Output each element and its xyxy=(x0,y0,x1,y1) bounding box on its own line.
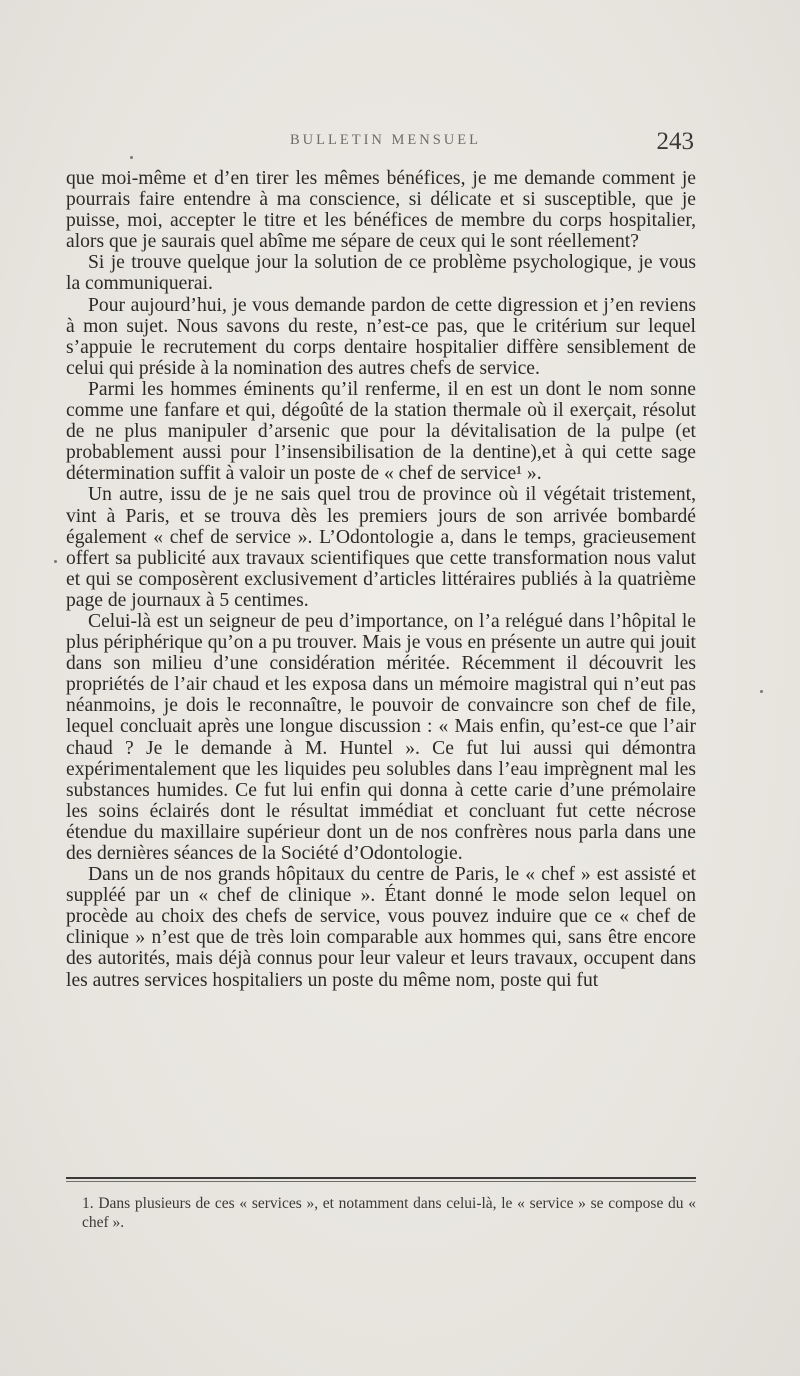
paragraph: Dans un de nos grands hôpitaux du centre de Paris, le « chef » est assisté et suppléé par un « chef de clinique ». Étant donné le mode selon lequel on procède au choix des chefs de service, vous pouvez induire que ce « chef de clinique » n’est que de très loin comparable aux hommes qui, sans être encore des autorités, mais déjà connus pour leur valeur et leurs travaux, occupent dans les autres services hospitaliers un poste du même nom, poste qui fut xyxy=(66,864,696,991)
footnote-divider-thin xyxy=(66,1181,696,1182)
paper-speck xyxy=(760,690,763,693)
paper-speck xyxy=(130,156,133,159)
paragraph: Parmi les hommes éminents qu’il renferme, il en est un dont le nom sonne comme une fanfare et qui, dégoûté de la station thermale où il exerçait, résolut de ne plus manipuler d’arsenic que pour la dévitalisation de la pulpe (et probablement aussi pour l’insensibilisation de la dentine),et à qui cette sage détermination suffit à valoir un poste de « chef de service¹ ». xyxy=(66,378,696,485)
paragraph: que moi-même et d’en tirer les mêmes bénéfices, je me demande comment je pourrais faire entendre à ma conscience, si délicate et si susceptible, que je puisse, moi, accepter le titre et les bénéfices de membre du corps hospitalier, alors que je saurais quel abîme me sépare de ceux qui le sont réellement? xyxy=(66,168,696,253)
footnote-divider xyxy=(66,1177,696,1179)
paragraph: Un autre, issu de je ne sais quel trou de province où il végétait tristement, vint à Paris, et se trouva dès les premiers jours de son arrivée bombardé également « chef de service ». L’Odontologie a, dans le temps, gracieusement offert sa publicité aux travaux scientifiques que cette transformation nous valut et qui se composèrent exclusivement d’articles littéraires publiés à la quatrième page de journaux à 5 centimes. xyxy=(66,484,696,611)
paper-speck xyxy=(54,560,57,563)
running-header xyxy=(66,128,706,162)
page-number: 243 xyxy=(656,128,694,155)
paragraph: Celui-là est un seigneur de peu d’importance, on l’a relégué dans l’hôpital le plus périphérique qu’on a pu trouver. Mais je vous en présente un autre qui jouit dans son milieu d’une considération méritée. Récemment il découvrit les propriétés de l’air chaud et les exposa dans un mémoire magistral qui n’eut pas néanmoins, je dois le reconnaître, le pouvoir de convaincre son chef de file, lequel concluait après une longue discussion : « Mais enfin, qu’est-ce que l’air chaud ? Je le demande à M. Huntel ». Ce fut lui aussi qui démontra expérimentalement que les liquides peu solubles dans l’eau imprègnent mal les substances humides. Ce fut lui enfin qui donna à cette carie d’une prémolaire les soins éclairés dont le résultat immédiat et concluant fut cette nécrose étendue du maxillaire supérieur dont un de nos confrères nous parla dans une des dernières séances de la Société d’Odontologie. xyxy=(66,610,696,864)
footnote: 1. Dans plusieurs de ces « services », et notamment dans celui-là, le « service » se compose du « chef ». xyxy=(82,1195,696,1231)
paragraph: Si je trouve quelque jour la solution de ce problème psychologique, je vous la communiquerai. xyxy=(66,252,696,295)
running-title: BULLETIN MENSUEL xyxy=(290,132,481,148)
paragraph: Pour aujourd’hui, je vous demande pardon de cette digression et j’en reviens à mon sujet. Nous savons du reste, n’est-ce pas, que le critérium sur lequel s’appuie le recrutement du corps dentaire hospitalier diffère sensiblement de celui qui préside à la nomination des autres chefs de service. xyxy=(66,294,696,379)
body-text xyxy=(66,168,696,991)
